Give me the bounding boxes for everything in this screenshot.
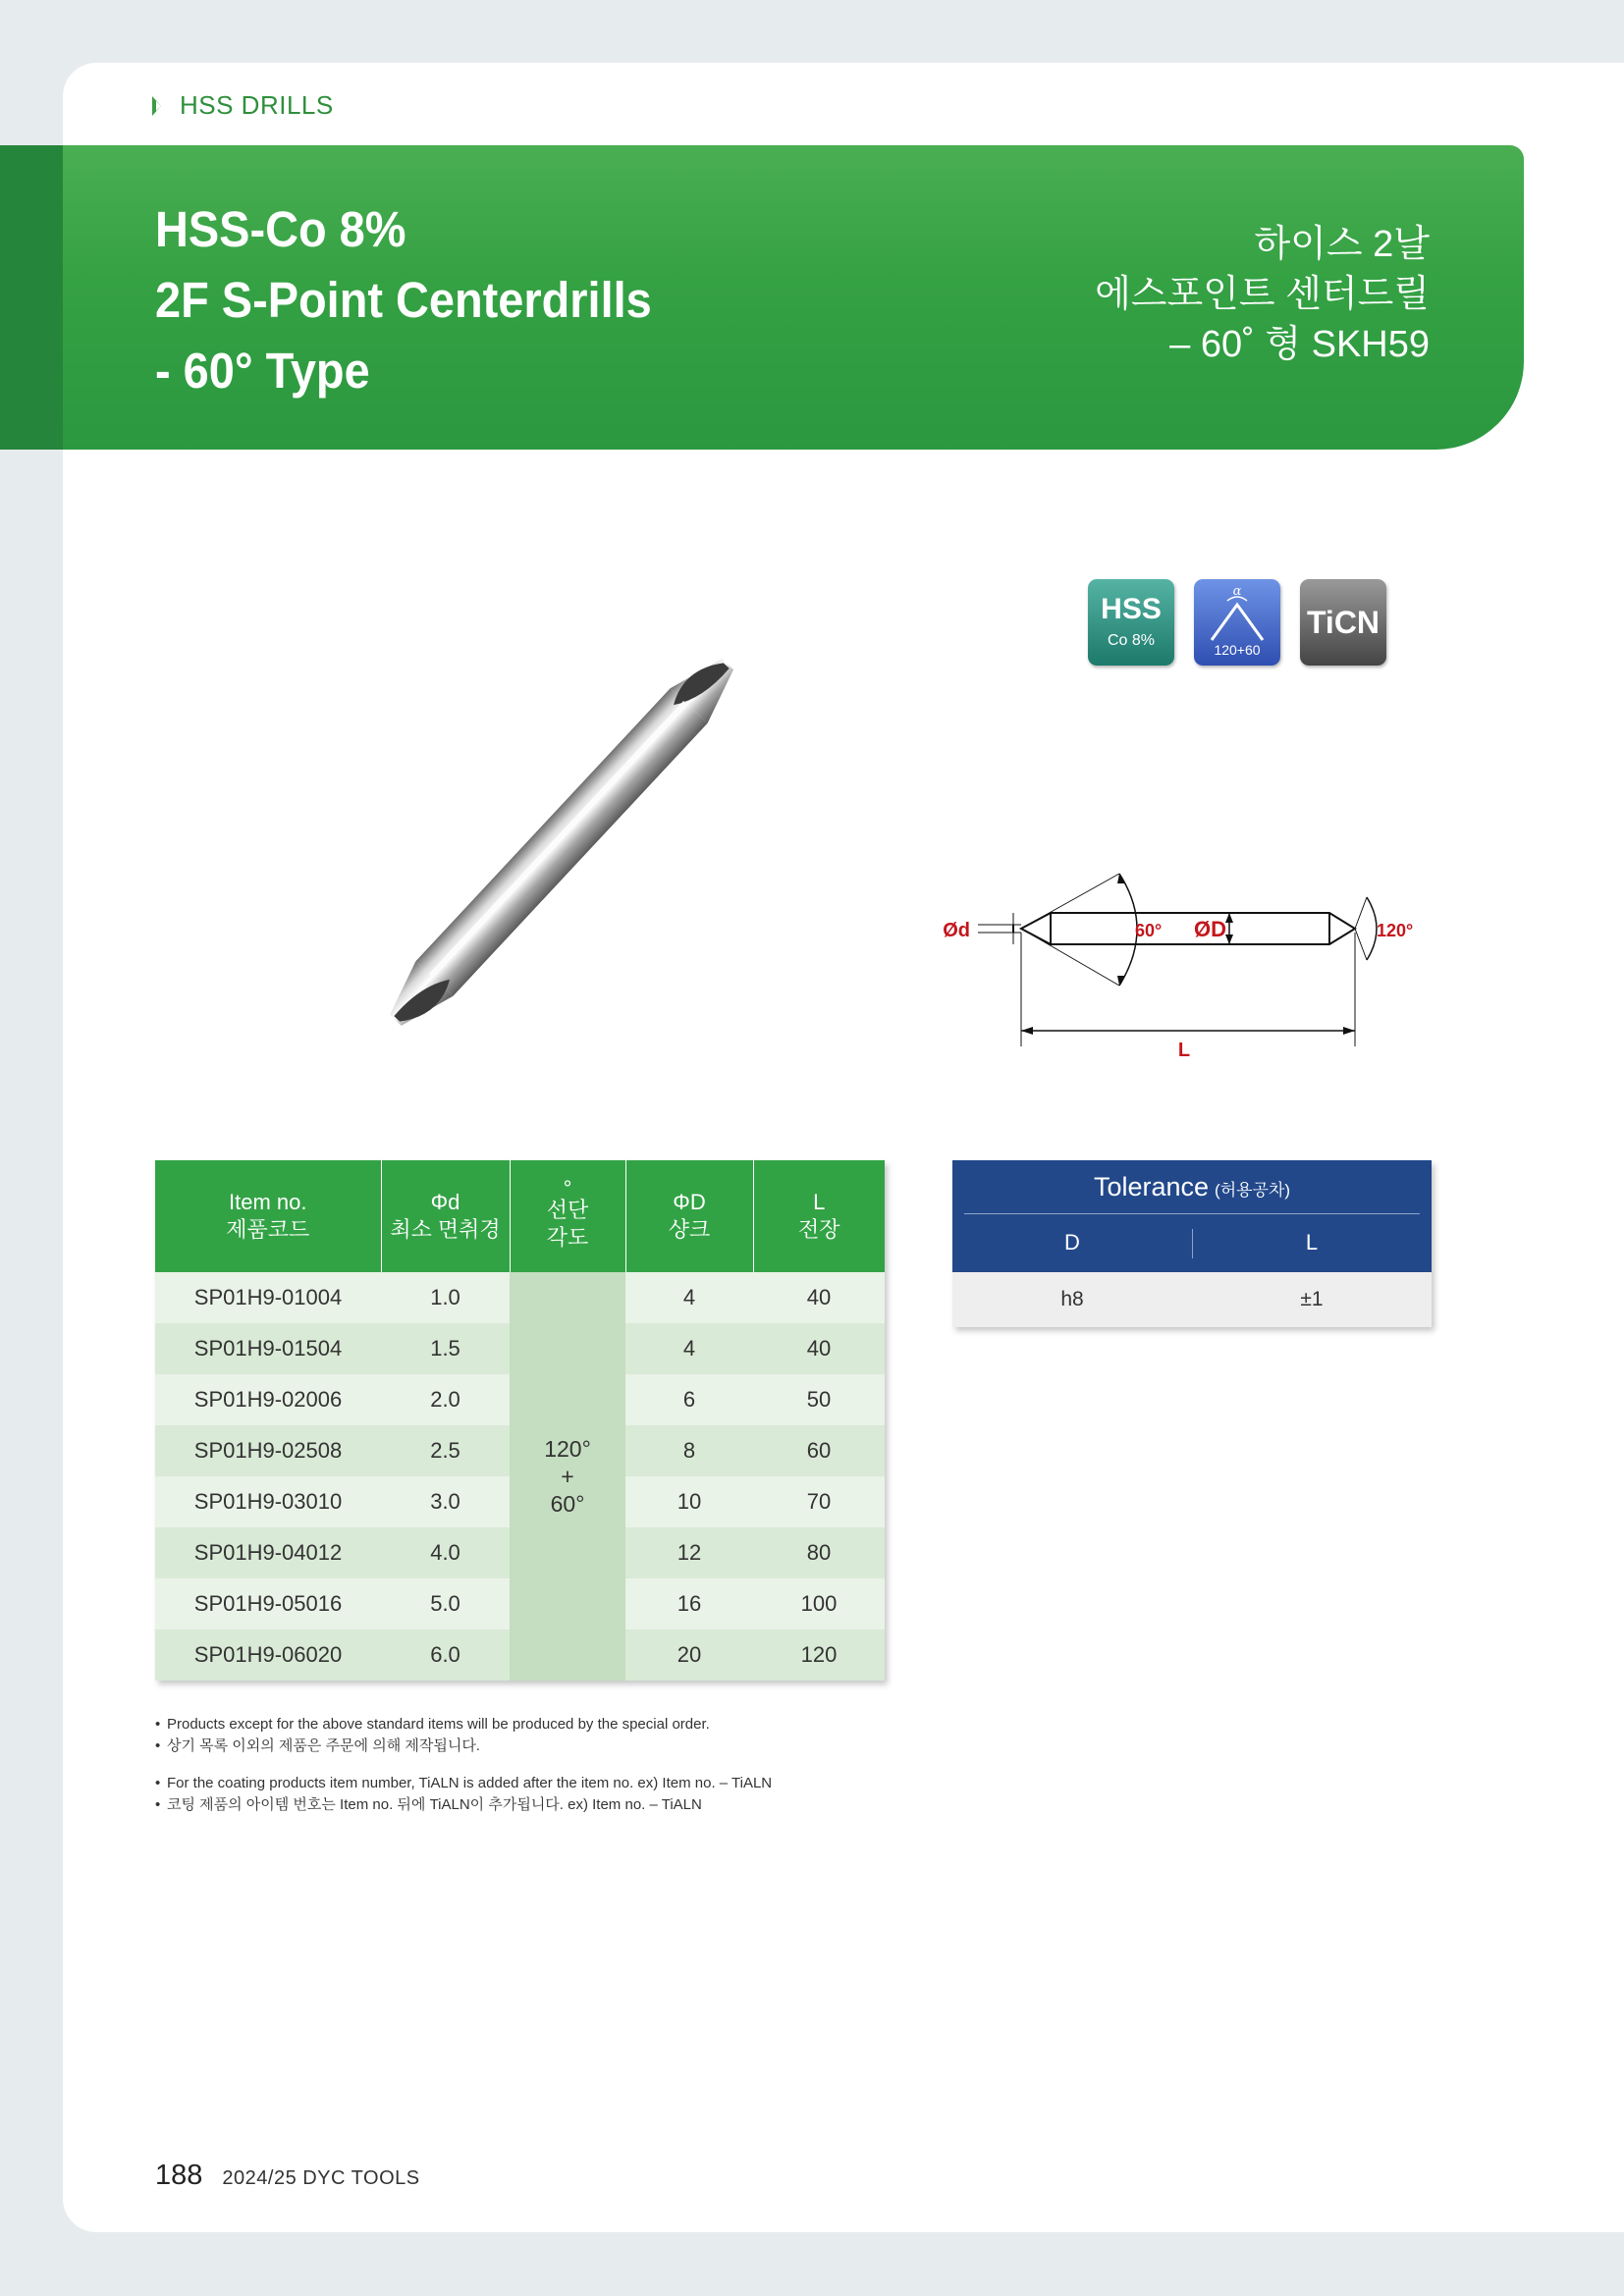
- note-coating-en: • For the coating products item number, TiALN is added after the item no. ex) Item no. – TiALN: [155, 1773, 772, 1794]
- cell-L: 60: [753, 1425, 885, 1476]
- cell-item: SP01H9-01504: [155, 1323, 381, 1374]
- cell-d: 6.0: [381, 1629, 510, 1681]
- cell-d: 2.5: [381, 1425, 510, 1476]
- title-ko-line-2: 에스포인트 센터드릴: [1095, 274, 1430, 315]
- note-coating-ko: • 코팅 제품의 아이템 번호는 Item no. 뒤에 TiALN이 추가됩니다. ex) Item no. – TiALN: [155, 1794, 772, 1816]
- header-phi-d-en: Φd: [430, 1190, 460, 1214]
- cell-item: SP01H9-02006: [155, 1374, 381, 1425]
- drill-product-image: [344, 628, 776, 1060]
- cell-item: SP01H9-06020: [155, 1629, 381, 1681]
- cell-L: 40: [753, 1272, 885, 1323]
- header-tip-angle-symbol: °: [563, 1176, 572, 1201]
- header-phi-D: [625, 1160, 753, 1272]
- tolerance-title: [952, 1172, 1432, 1202]
- coating-badge: [1300, 579, 1386, 666]
- tip-angle-bottom: 60°: [550, 1491, 585, 1517]
- title-banner: [0, 145, 1524, 450]
- cell-D: 4: [625, 1272, 753, 1323]
- cell-L: 40: [753, 1323, 885, 1374]
- cell-L: 50: [753, 1374, 885, 1425]
- table-row: [155, 1272, 885, 1323]
- header-phi-D-en: ΦD: [673, 1190, 706, 1214]
- tolerance-header: [952, 1160, 1432, 1272]
- page-number: 188: [155, 2160, 203, 2191]
- hss-badge-line-1: HSS: [1101, 593, 1162, 625]
- chevron-right-icon: [152, 96, 166, 116]
- tip-angle-plus: +: [561, 1464, 574, 1489]
- diameter-D-label: ØD: [1194, 917, 1226, 941]
- title-korean: [1095, 220, 1430, 370]
- header-length-en: L: [813, 1190, 826, 1214]
- cell-L: 80: [753, 1527, 885, 1578]
- spec-table-header: [155, 1160, 885, 1272]
- title-en-line-3: - 60° Type: [155, 343, 370, 399]
- tolerance-title-en: Tolerance: [1093, 1172, 1210, 1201]
- cell-D: 10: [625, 1476, 753, 1527]
- cell-d: 2.0: [381, 1374, 510, 1425]
- cell-D: 8: [625, 1425, 753, 1476]
- section-label-text: HSS DRILLS: [180, 90, 334, 120]
- tolerance-col-separator: [1192, 1229, 1193, 1258]
- header-tip-angle: [510, 1160, 625, 1272]
- header-tip-angle-line-1: 선단: [546, 1198, 589, 1222]
- drill-dimension-diagram: [943, 854, 1414, 1070]
- banner-stripe: [0, 145, 63, 450]
- header-length-ko: 전장: [797, 1217, 840, 1242]
- cell-d: 3.0: [381, 1476, 510, 1527]
- title-en-line-2: 2F S-Point Centerdrills: [155, 272, 652, 328]
- header-item-no-en: Item no.: [229, 1190, 307, 1214]
- cell-D: 4: [625, 1323, 753, 1374]
- tolerance-table: [952, 1160, 1432, 1327]
- angle-alpha-symbol: α: [1232, 584, 1242, 599]
- cell-item: SP01H9-04012: [155, 1527, 381, 1578]
- angle-badge-text: 120+60: [1214, 642, 1261, 658]
- angle-120-label: 120°: [1377, 921, 1414, 940]
- cell-item: SP01H9-03010: [155, 1476, 381, 1527]
- header-phi-d: [381, 1160, 510, 1272]
- tolerance-val-L: ±1: [1300, 1288, 1324, 1310]
- diameter-d-label: Ød: [943, 920, 970, 941]
- header-tip-angle-line-2: 각도: [546, 1225, 589, 1250]
- cell-d: 1.5: [381, 1323, 510, 1374]
- title-ko-line-1: 하이스 2날: [1254, 224, 1430, 265]
- cell-D: 20: [625, 1629, 753, 1681]
- page-footer: [155, 2160, 420, 2192]
- cell-d: 5.0: [381, 1578, 510, 1629]
- title-en-line-1: HSS-Co 8%: [155, 201, 406, 257]
- tolerance-col-L: L: [1305, 1230, 1319, 1255]
- tip-angle-top: 120°: [544, 1436, 591, 1462]
- hss-badge-line-2: Co 8%: [1107, 632, 1156, 649]
- note-special-order-en: • Products except for the above standard items will be produced by the special order.: [155, 1714, 772, 1735]
- point-angle-badge: [1194, 579, 1280, 666]
- cell-item: SP01H9-05016: [155, 1578, 381, 1629]
- tolerance-val-D: h8: [1060, 1288, 1084, 1310]
- cell-d: 1.0: [381, 1272, 510, 1323]
- cell-L: 70: [753, 1476, 885, 1527]
- cell-L: 120: [753, 1629, 885, 1681]
- tolerance-title-ko: (허용공차): [1215, 1181, 1291, 1200]
- cell-item: SP01H9-01004: [155, 1272, 381, 1323]
- coating-badge-text: TiCN: [1306, 605, 1380, 640]
- cell-L: 100: [753, 1578, 885, 1629]
- header-phi-D-ko: 샹크: [668, 1217, 711, 1242]
- header-phi-d-ko: 최소 면취경: [390, 1217, 501, 1242]
- section-label: [152, 90, 334, 121]
- footnotes: [155, 1714, 772, 1816]
- header-item-no: [155, 1160, 381, 1272]
- cell-d: 4.0: [381, 1527, 510, 1578]
- cell-item: SP01H9-02508: [155, 1425, 381, 1476]
- cell-D: 16: [625, 1578, 753, 1629]
- length-L-label: L: [1177, 1040, 1191, 1061]
- title-english: [155, 194, 652, 406]
- catalog-name: 2024/25 DYC TOOLS: [222, 2167, 420, 2189]
- spec-table: [155, 1160, 885, 1681]
- tolerance-col-D: D: [1064, 1230, 1080, 1255]
- tolerance-row: [952, 1272, 1432, 1327]
- note-special-order-ko: • 상기 목록 이외의 제품은 주문에 의해 제작됩니다.: [155, 1735, 772, 1757]
- header-item-no-ko: 제품코드: [226, 1217, 310, 1242]
- header-length: [753, 1160, 885, 1272]
- cell-tip-angle: [510, 1272, 625, 1681]
- cell-D: 12: [625, 1527, 753, 1578]
- title-ko-line-3: – 60˚ 형 SKH59: [1169, 324, 1430, 365]
- angle-60-label: 60°: [1135, 921, 1163, 940]
- feature-badges: [1088, 579, 1386, 666]
- cell-D: 6: [625, 1374, 753, 1425]
- hss-material-badge: [1088, 579, 1174, 666]
